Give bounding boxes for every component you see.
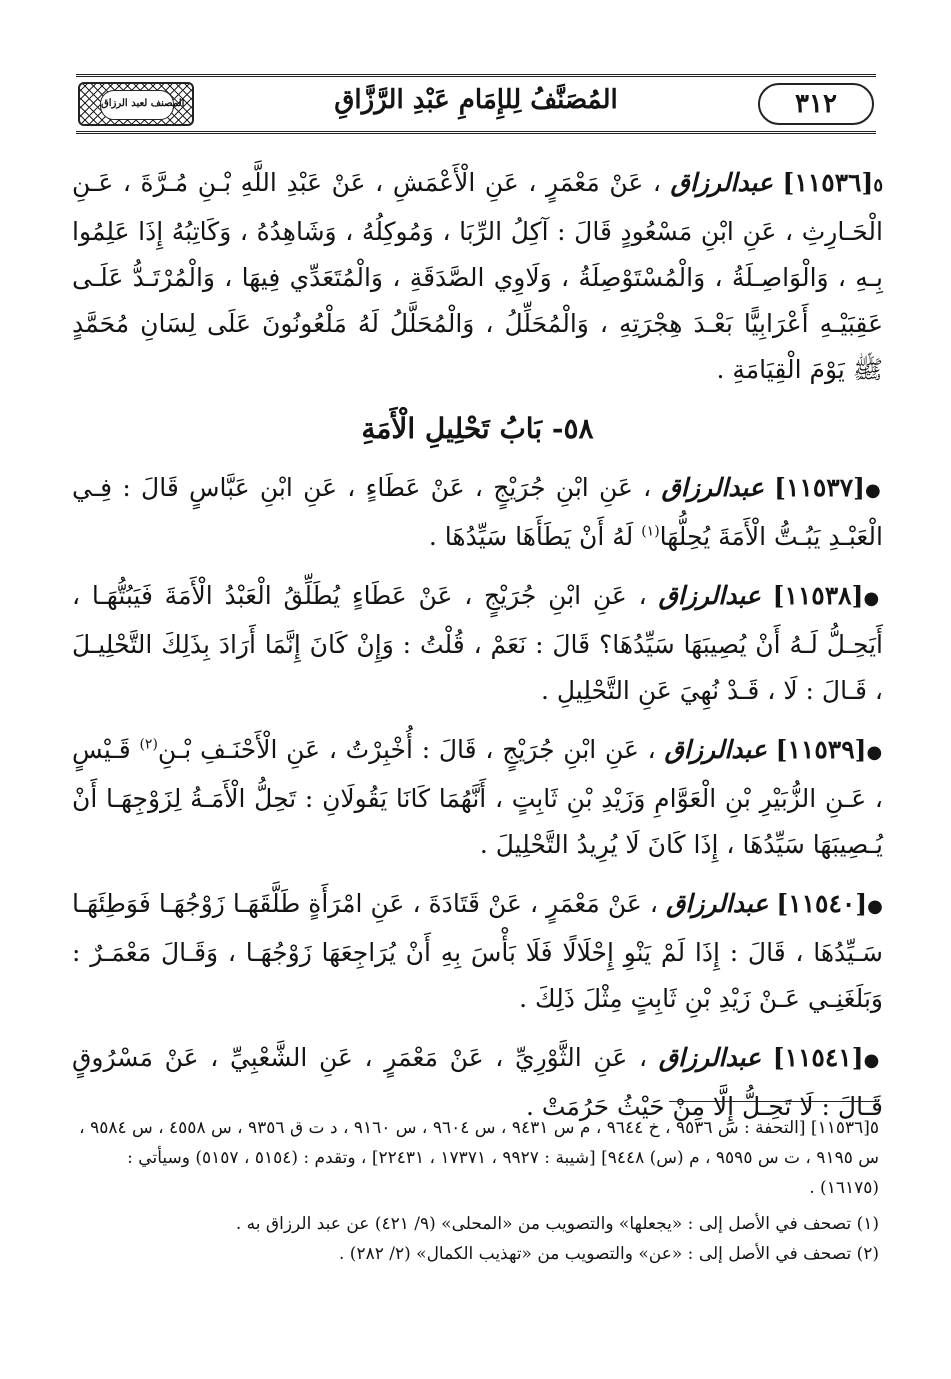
- hadith-text: ، عَنِ ابْنِ جُرَيْجٍ ، عَنْ عَطَاءٍ ، عَنِ ابْنِ عَبَّاسٍ قَالَ : فِـي الْعَبْـدِ يَبُـتُّ الْأَمَةَ يُحِلُّهَا: [72, 473, 883, 551]
- book-title: المُصَنَّفُ لِلإِمَامِ عَبْدِ الرَّزَّاقِ: [334, 85, 618, 115]
- hadith-text: ، عَنِ ابْنِ جُرَيْجٍ ، قَالَ : أُخْبِرْتُ ، عَنِ الْأَحْنَـفِ بْـنِ: [157, 735, 656, 764]
- entry-marker: ●: [866, 742, 883, 763]
- hadith-number: [١١٥٣٧]: [774, 473, 865, 502]
- chapter-heading: ٥٨- بَابُ تَحْلِيلِ الْأَمَةِ: [361, 412, 594, 445]
- hadith-entry: [72, 160, 883, 393]
- footnotes: [72, 1113, 879, 1269]
- ornament-label: المصنف لعبد الرزاق: [100, 90, 174, 120]
- footnote-divider: [669, 1101, 879, 1102]
- hadith-entry: [72, 727, 883, 868]
- hadith-entry: [72, 465, 883, 560]
- hadith-text-cont: لَهُ أَنْ يَطَأَهَا سَيِّدُهَا .: [428, 522, 642, 551]
- hadith-text: ، عَنِ ابْنِ جُرَيْجٍ ، عَنْ عَطَاءٍ يُطَلِّقُ الْعَبْدُ الْأَمَةَ فَيَبُتُّهَـا ، أَيَحِـلُّ لَـهُ أَنْ يُصِيبَهَا سَيِّدُهَا؟ قَالَ : نَعَمْ ، قُلْتُ : وَإِنْ كَانَ إِنَّمَا أَرَادَ بِذَلِكَ التَّحْلِيـلَ ، قَـالَ : لَا ، قَـدْ نُهِيَ عَنِ التَّحْلِيلِ .: [72, 581, 883, 705]
- footnote-ref[interactable]: (١): [641, 523, 660, 540]
- hadith-number: [١١٥٤٠]: [776, 889, 868, 918]
- hadith-entry: [72, 881, 883, 1022]
- hadith-text-cont: قَـيْسٍ ، عَـنِ الزُّبَيْرِ بْنِ الْعَوَّامِ وَزَيْدِ بْنِ ثَابِتٍ ، أَنَّهُمَا كَانَا يَقُولَانِ : تَحِلُّ الْأَمَـةُ لِزَوْجِهَـا أَنْ يُـصِيبَهَا سَيِّدُهَا ، إِذَا كَانَ لَا يُرِيدُ التَّحْلِيلَ .: [72, 735, 883, 859]
- narrator-name: عبدالرزاق: [664, 735, 767, 764]
- hadith-text: ، عَنْ مَعْمَرٍ ، عَنِ الْأَعْمَشِ ، عَنْ عَبْدِ اللَّهِ بْـنِ مُـرَّةَ ، عَـنِ الْحَـارِثِ ، عَنِ ابْنِ مَسْعُودٍ قَالَ : آكِلُ الرِّبَا ، وَمُوكِلُهُ ، وَشَاهِدُهُ ، وَكَاتِبُهُ إِذَا عَلِمُوا بِـهِ ، وَالْوَاصِـلَةُ ، وَالْمُسْتَوْصِلَةُ ، وَلَاوِي الصَّدَقَةِ ، وَالْمُتَعَدِّي فِيهَا ، وَالْمُرْتَـدُّ عَلَـى عَقِبَيْـهِ أَعْرَابِيًّا بَعْـدَ هِجْرَتِهِ ، وَالْمُحَلِّلُ ، وَالْمُحَلَّلُ لَهُ مَلْعُونُونَ عَلَى لِسَانِ مُحَمَّدٍ ﷺ يَوْمَ الْقِيَامَةِ .: [72, 168, 883, 384]
- narrator-name: عبدالرزاق: [661, 473, 764, 502]
- ornament-emblem-icon: [78, 82, 194, 126]
- entry-marker: ٥: [873, 175, 883, 196]
- entry-marker: ●: [867, 896, 883, 917]
- narrator-name: عبدالرزاق: [665, 889, 769, 918]
- footnote-1: (١) تصحف في الأصل إلى : «يجعلها» والتصويب من «المحلى» (٩/ ٤٢١) عن عبد الرزاق به .: [235, 1214, 879, 1234]
- entry-marker: ●: [863, 1050, 883, 1071]
- main-text: [72, 160, 883, 1143]
- hadith-number: [١١٥٤١]: [772, 1043, 864, 1072]
- entry-marker: ●: [864, 480, 883, 501]
- hadith-number: [١١٥٣٨]: [772, 581, 864, 610]
- takhrij-note: ٥[١١٥٣٦] [التحفة : س ٩٥٣٦ ، خ ٩٦٤٤ ، م س ٩٤٣١ ، س ٩٦٠٤ ، س ٩١٦٠ ، د ت ق ٩٣٥٦ ، س ٤٥٥٨ ، س ٩٥٨٤ ، س ٩١٩٥ ، ت س ٩٥٩٥ ، م (س) ٩٤٤٨] [شيبة : ٩٩٢٧ ، ١٧٣٧١ ، ٢٢٤٣١] ، وتقدم : (٥١٥٤ ، ٥١٥٧) وسيأتي : (١٦١٧٥) .: [79, 1118, 879, 1198]
- hadith-number: [١١٥٣٩]: [775, 735, 867, 764]
- running-header: [76, 74, 876, 134]
- narrator-name: عبدالرزاق: [658, 1043, 762, 1072]
- page-number: ٣١٢: [758, 83, 874, 125]
- footnote-ref[interactable]: (٢): [139, 736, 158, 753]
- hadith-entry: [72, 573, 883, 714]
- footnote-2: (٢) تصحف في الأصل إلى : «عن» والتصويب من «تهذيب الكمال» (٢/ ٢٨٢) .: [339, 1244, 879, 1264]
- hadith-text: ، عَنِ الثَّوْرِيِّ ، عَنْ مَعْمَرٍ ، عَنِ الشَّعْبِيِّ ، عَنْ مَسْرُوقٍ قَـالَ : لَا تَحِـلُّ إِلَّا مِنْ حَيْثُ حَرُمَتْ .: [72, 1043, 883, 1121]
- hadith-text: ، عَنْ مَعْمَرٍ ، عَنْ قَتَادَةَ ، عَنِ امْرَأَةٍ طَلَّقَهَـا زَوْجُهَـا فَوَطِئَهَـا سَـيِّدُهَا ، قَالَ : إِذَا لَمْ يَنْوِ إِحْلَالًا فَلَا بَأْسَ بِهِ أَنْ يُرَاجِعَهَا زَوْجُهَـا ، وَقَـالَ مَعْمَـرٌ : وَبَلَغَنِـي عَـنْ زَيْدِ بْنِ ثَابِتٍ مِثْلَ ذَلِكَ .: [72, 889, 883, 1013]
- entry-marker: ●: [863, 588, 883, 609]
- hadith-number: [١١٥٣٦]: [782, 168, 874, 197]
- narrator-name: عبدالرزاق: [658, 581, 761, 610]
- narrator-name: عبدالرزاق: [670, 168, 773, 197]
